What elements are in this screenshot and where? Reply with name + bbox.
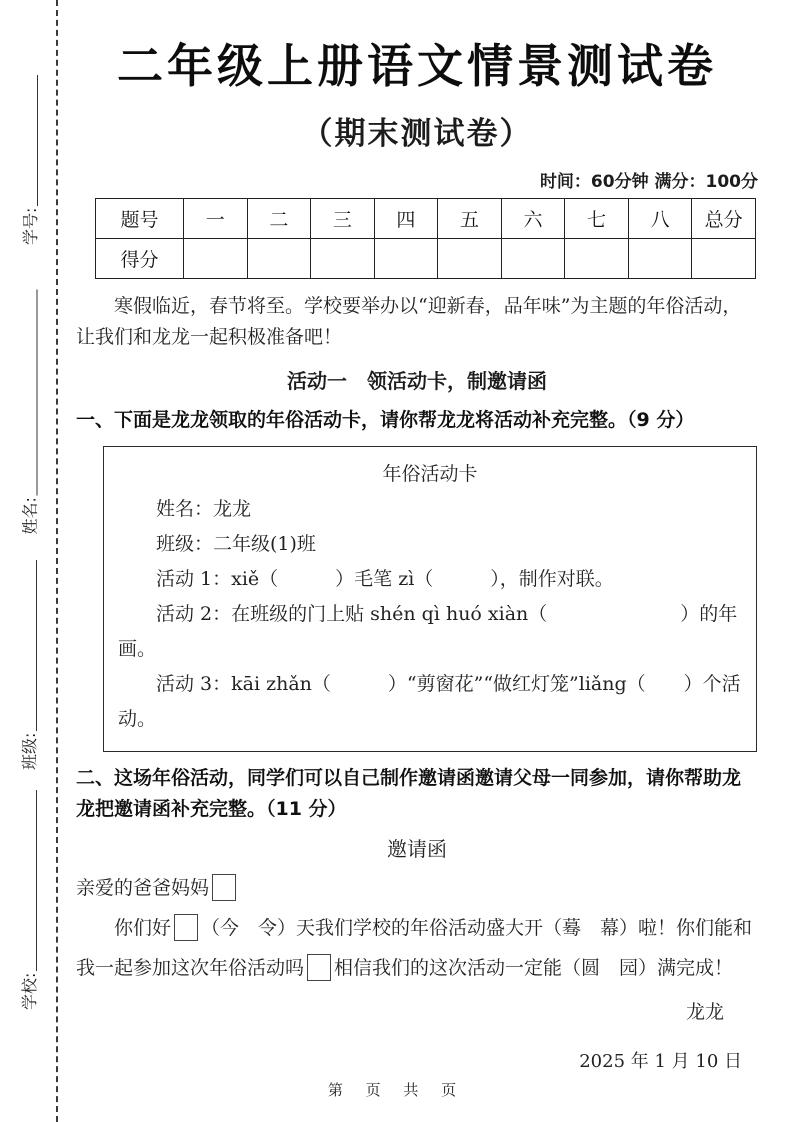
invitation-letter bbox=[76, 868, 758, 1082]
score-table-header-cell: 总分 bbox=[692, 199, 756, 239]
student-id-blank-line bbox=[14, 75, 38, 206]
invitation-title: 邀请函 bbox=[387, 837, 447, 861]
intro-paragraph: 寒假临近，春节将至。学校要举办以“迎新春，品年味”为主题的年俗活动，让我们和龙龙一起积极准备吧！ bbox=[76, 295, 742, 348]
student-name-blank-line bbox=[14, 290, 38, 496]
score-cell bbox=[184, 239, 248, 279]
score-table-header-cell: 一 bbox=[184, 199, 248, 239]
invitation-date: 2025 年 1 月 10 日 bbox=[579, 1051, 742, 1072]
score-cell bbox=[438, 239, 502, 279]
score-cell bbox=[311, 239, 375, 279]
invitation-body-tail: 相信我们的这次活动一定能（圆 园）满完成！ bbox=[334, 957, 734, 979]
invitation-body-lead: 你们好 bbox=[114, 917, 172, 939]
score-table-header-cell: 七 bbox=[565, 199, 629, 239]
score-row-label: 得分 bbox=[96, 239, 184, 279]
question-one: 一、下面是龙龙领取的年俗活动卡，请你帮龙龙将活动补充完整。（9 分） bbox=[76, 409, 695, 431]
folk-activity-card bbox=[103, 446, 757, 752]
student-id-label: 学号: bbox=[21, 207, 40, 245]
punctuation-answer-box bbox=[174, 914, 198, 941]
invitation-signature: 龙龙 bbox=[685, 1001, 724, 1023]
student-class-label: 班级: bbox=[20, 732, 39, 770]
score-table-score-row bbox=[96, 239, 756, 279]
score-table-header-cell: 题号 bbox=[96, 199, 184, 239]
score-table bbox=[95, 198, 756, 279]
card-activity-3: 活动 3：kāi zhǎn（ ）“剪窗花”“做红灯笼”liǎng（ ）个活动。 bbox=[118, 673, 741, 730]
score-table-header-cell: 三 bbox=[311, 199, 375, 239]
score-cell bbox=[247, 239, 311, 279]
invitation-salutation-line bbox=[76, 868, 758, 908]
student-class-field bbox=[16, 560, 40, 770]
score-cell bbox=[501, 239, 565, 279]
invitation-body-mid: （今 令）天我们学校的年俗活动盛大开（蓦 幕）啦！你们能和我一起参加这次年俗活动吗 bbox=[76, 917, 753, 979]
score-table-header-cell: 四 bbox=[374, 199, 438, 239]
score-table-header-cell: 六 bbox=[501, 199, 565, 239]
score-cell bbox=[565, 239, 629, 279]
student-school-label: 学校: bbox=[20, 972, 39, 1010]
student-name-field bbox=[17, 290, 41, 535]
student-school-field bbox=[16, 790, 40, 1010]
score-table-header-cell: 二 bbox=[247, 199, 311, 239]
score-cell bbox=[628, 239, 692, 279]
time-and-score-info: 时间：60分钟 满分：100分 bbox=[539, 172, 758, 192]
student-name-label: 姓名: bbox=[20, 497, 40, 535]
punctuation-answer-box bbox=[212, 874, 236, 901]
question-two: 二、这场年俗活动，同学们可以自己制作邀请函邀请父母一同参加，请你帮助龙龙把邀请函补充完整。（11 分） bbox=[76, 767, 742, 820]
punctuation-answer-box bbox=[307, 954, 331, 981]
card-class-line: 班级：二年级(1)班 bbox=[156, 533, 316, 555]
paper-subtitle: （期末测试卷） bbox=[301, 116, 533, 152]
score-cell bbox=[692, 239, 756, 279]
page-footer: 第 页 共 页 bbox=[327, 1081, 466, 1099]
invitation-body bbox=[76, 908, 758, 988]
student-school-blank-line bbox=[13, 790, 37, 971]
activity-one-heading: 活动一 领活动卡，制邀请函 bbox=[287, 369, 547, 393]
student-class-blank-line bbox=[13, 560, 37, 731]
card-activity-1: 活动 1：xiě（ ）毛笔 zì（ ），制作对联。 bbox=[156, 568, 614, 590]
student-id-field bbox=[17, 75, 41, 245]
card-title: 年俗活动卡 bbox=[382, 463, 478, 485]
paper-title: 二年级上册语文情景测试卷 bbox=[117, 39, 717, 93]
card-name-line: 姓名：龙龙 bbox=[156, 498, 252, 520]
paper-content bbox=[76, 0, 758, 1082]
score-table-header-row bbox=[96, 199, 756, 239]
score-cell bbox=[374, 239, 438, 279]
margin-dashed-line bbox=[56, 0, 58, 1122]
invitation-salutation: 亲爱的爸爸妈妈 bbox=[76, 877, 210, 899]
score-table-header-cell: 五 bbox=[438, 199, 502, 239]
score-table-header-cell: 八 bbox=[628, 199, 692, 239]
card-activity-2: 活动 2：在班级的门上贴 shén qì huó xiàn（ ）的年画。 bbox=[118, 603, 738, 660]
